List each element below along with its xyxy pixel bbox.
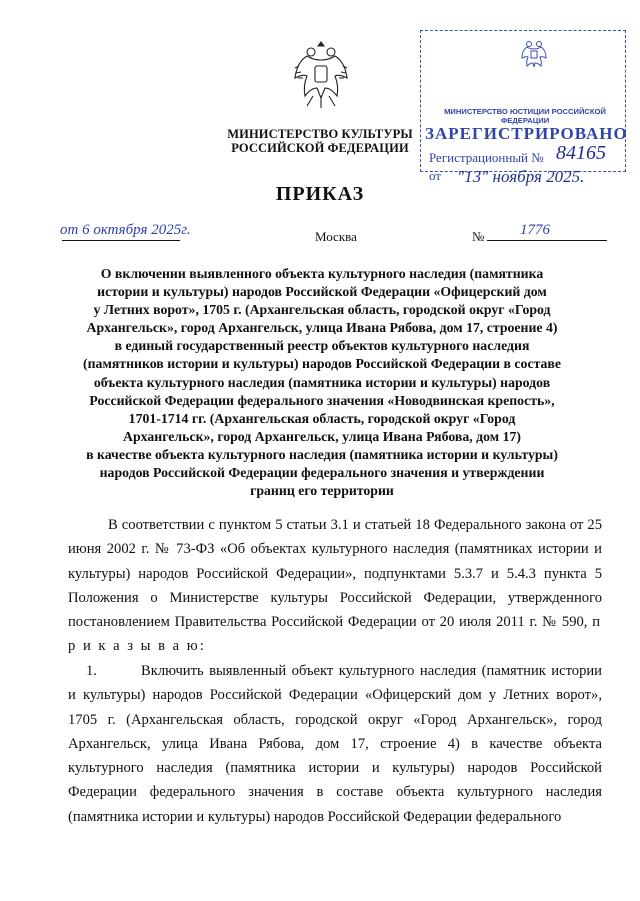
stamp-emblem-icon (521, 37, 547, 71)
order-number-sign: № (472, 229, 485, 244)
heading-line: О включении выявленного объекта культурного наследия (памятника (100, 266, 544, 281)
document-type-title: ПРИКАЗ (275, 183, 365, 205)
date-underline (62, 240, 180, 241)
clause-text: Включить выявленный объект культурного наследия (памятник истории и культуры) народов Российской Федерации «Офицерский дом у Летних ворот», 1705 г. (Архангельская область, городской округ «Город Архангельск», город Архангельск, улица Ивана Рябова, дом 17, строение 4) в качестве объекта культурного наследия (памятника истории и культуры) народов Российской Федерации федерального значения в составе объекта культурного наследия (памятника истории и культуры) народов Российской Федерации федерального (68, 663, 602, 825)
heading-line: Архангельск», город Архангельск, улица Ивана Рябова, дом 17, строение 4) (86, 320, 558, 336)
order-date: от 6 октября 2025г. (60, 222, 191, 238)
stamp-date: "13" ноября 2025. (457, 167, 585, 186)
heading-line: в единый государственный реестр объектов культурного наследия (114, 338, 530, 354)
ministry-name (200, 127, 440, 155)
preamble-paragraph (68, 513, 602, 659)
stamp-ministry: МИНИСТЕРСТВО ЮСТИЦИИ РОССИЙСКОЙ ФЕДЕРАЦИИ (444, 107, 606, 125)
heading-line: границ его территории (250, 483, 394, 499)
heading-line: истории и культуры) народов Российской Федерации «Офицерский дом (97, 284, 547, 300)
heading-line: объекта культурного наследия (памятника истории и культуры) народов (93, 374, 551, 390)
order-heading (68, 265, 576, 500)
heading-line: народов Российской Федерации федерального значения и утверждении (99, 465, 545, 481)
heading-line: (памятников истории и культуры) народов Российской Федерации в составе (83, 356, 561, 372)
clause-number: 1. (86, 663, 97, 679)
ministry-line-2: РОССИЙСКОЙ ФЕДЕРАЦИИ (231, 141, 409, 155)
ministry-line-1: МИНИСТЕРСТВО КУЛЬТУРЫ (227, 127, 413, 141)
heading-line: 1701-1714 гг. (Архангельская область, городской округ «Город (128, 410, 516, 426)
order-word: п р и к а з ы в а ю: (68, 614, 602, 655)
stamp-registered: ЗАРЕГИСТРИРОВАНО (425, 124, 628, 143)
number-underline (487, 240, 607, 241)
double-headed-eagle-emblem-icon (293, 36, 349, 112)
registration-stamp (420, 30, 628, 186)
heading-line: Российской Федерации федерального значения «Новодвинская крепость», (89, 392, 555, 408)
preamble-text: В соответствии с пунктом 5 статьи 3.1 и статьей 18 Федерального закона от 25 июня 2002 г. № 73-ФЗ «Об объектах культурного наследия (памятниках истории и культуры) народов Российской Федерации», подпунктами 5.3.7 и 5.4.3 пункта 5 Положения о Министерстве культуры Российской Федерации, утвержденного постановлением Правительства Российской Федерации от 20 июля 2011 г. № 590, (68, 517, 602, 631)
clause-1-paragraph (68, 659, 602, 829)
stamp-date-label: от (429, 168, 442, 183)
stamp-number: 84165 (556, 142, 606, 164)
heading-line: у Летних ворот», 1705 г. (Архангельская область, городской округ «Город (93, 302, 551, 318)
order-city: Москва (315, 229, 357, 244)
heading-line: Архангельск», город Архангельск, улица Ивана Рябова, дом 17) (123, 428, 521, 444)
order-number: 1776 (520, 222, 550, 238)
heading-line: в качестве объекта культурного наследия (памятника истории и культуры) (86, 446, 558, 462)
stamp-number-label: Регистрационный № (429, 150, 544, 165)
